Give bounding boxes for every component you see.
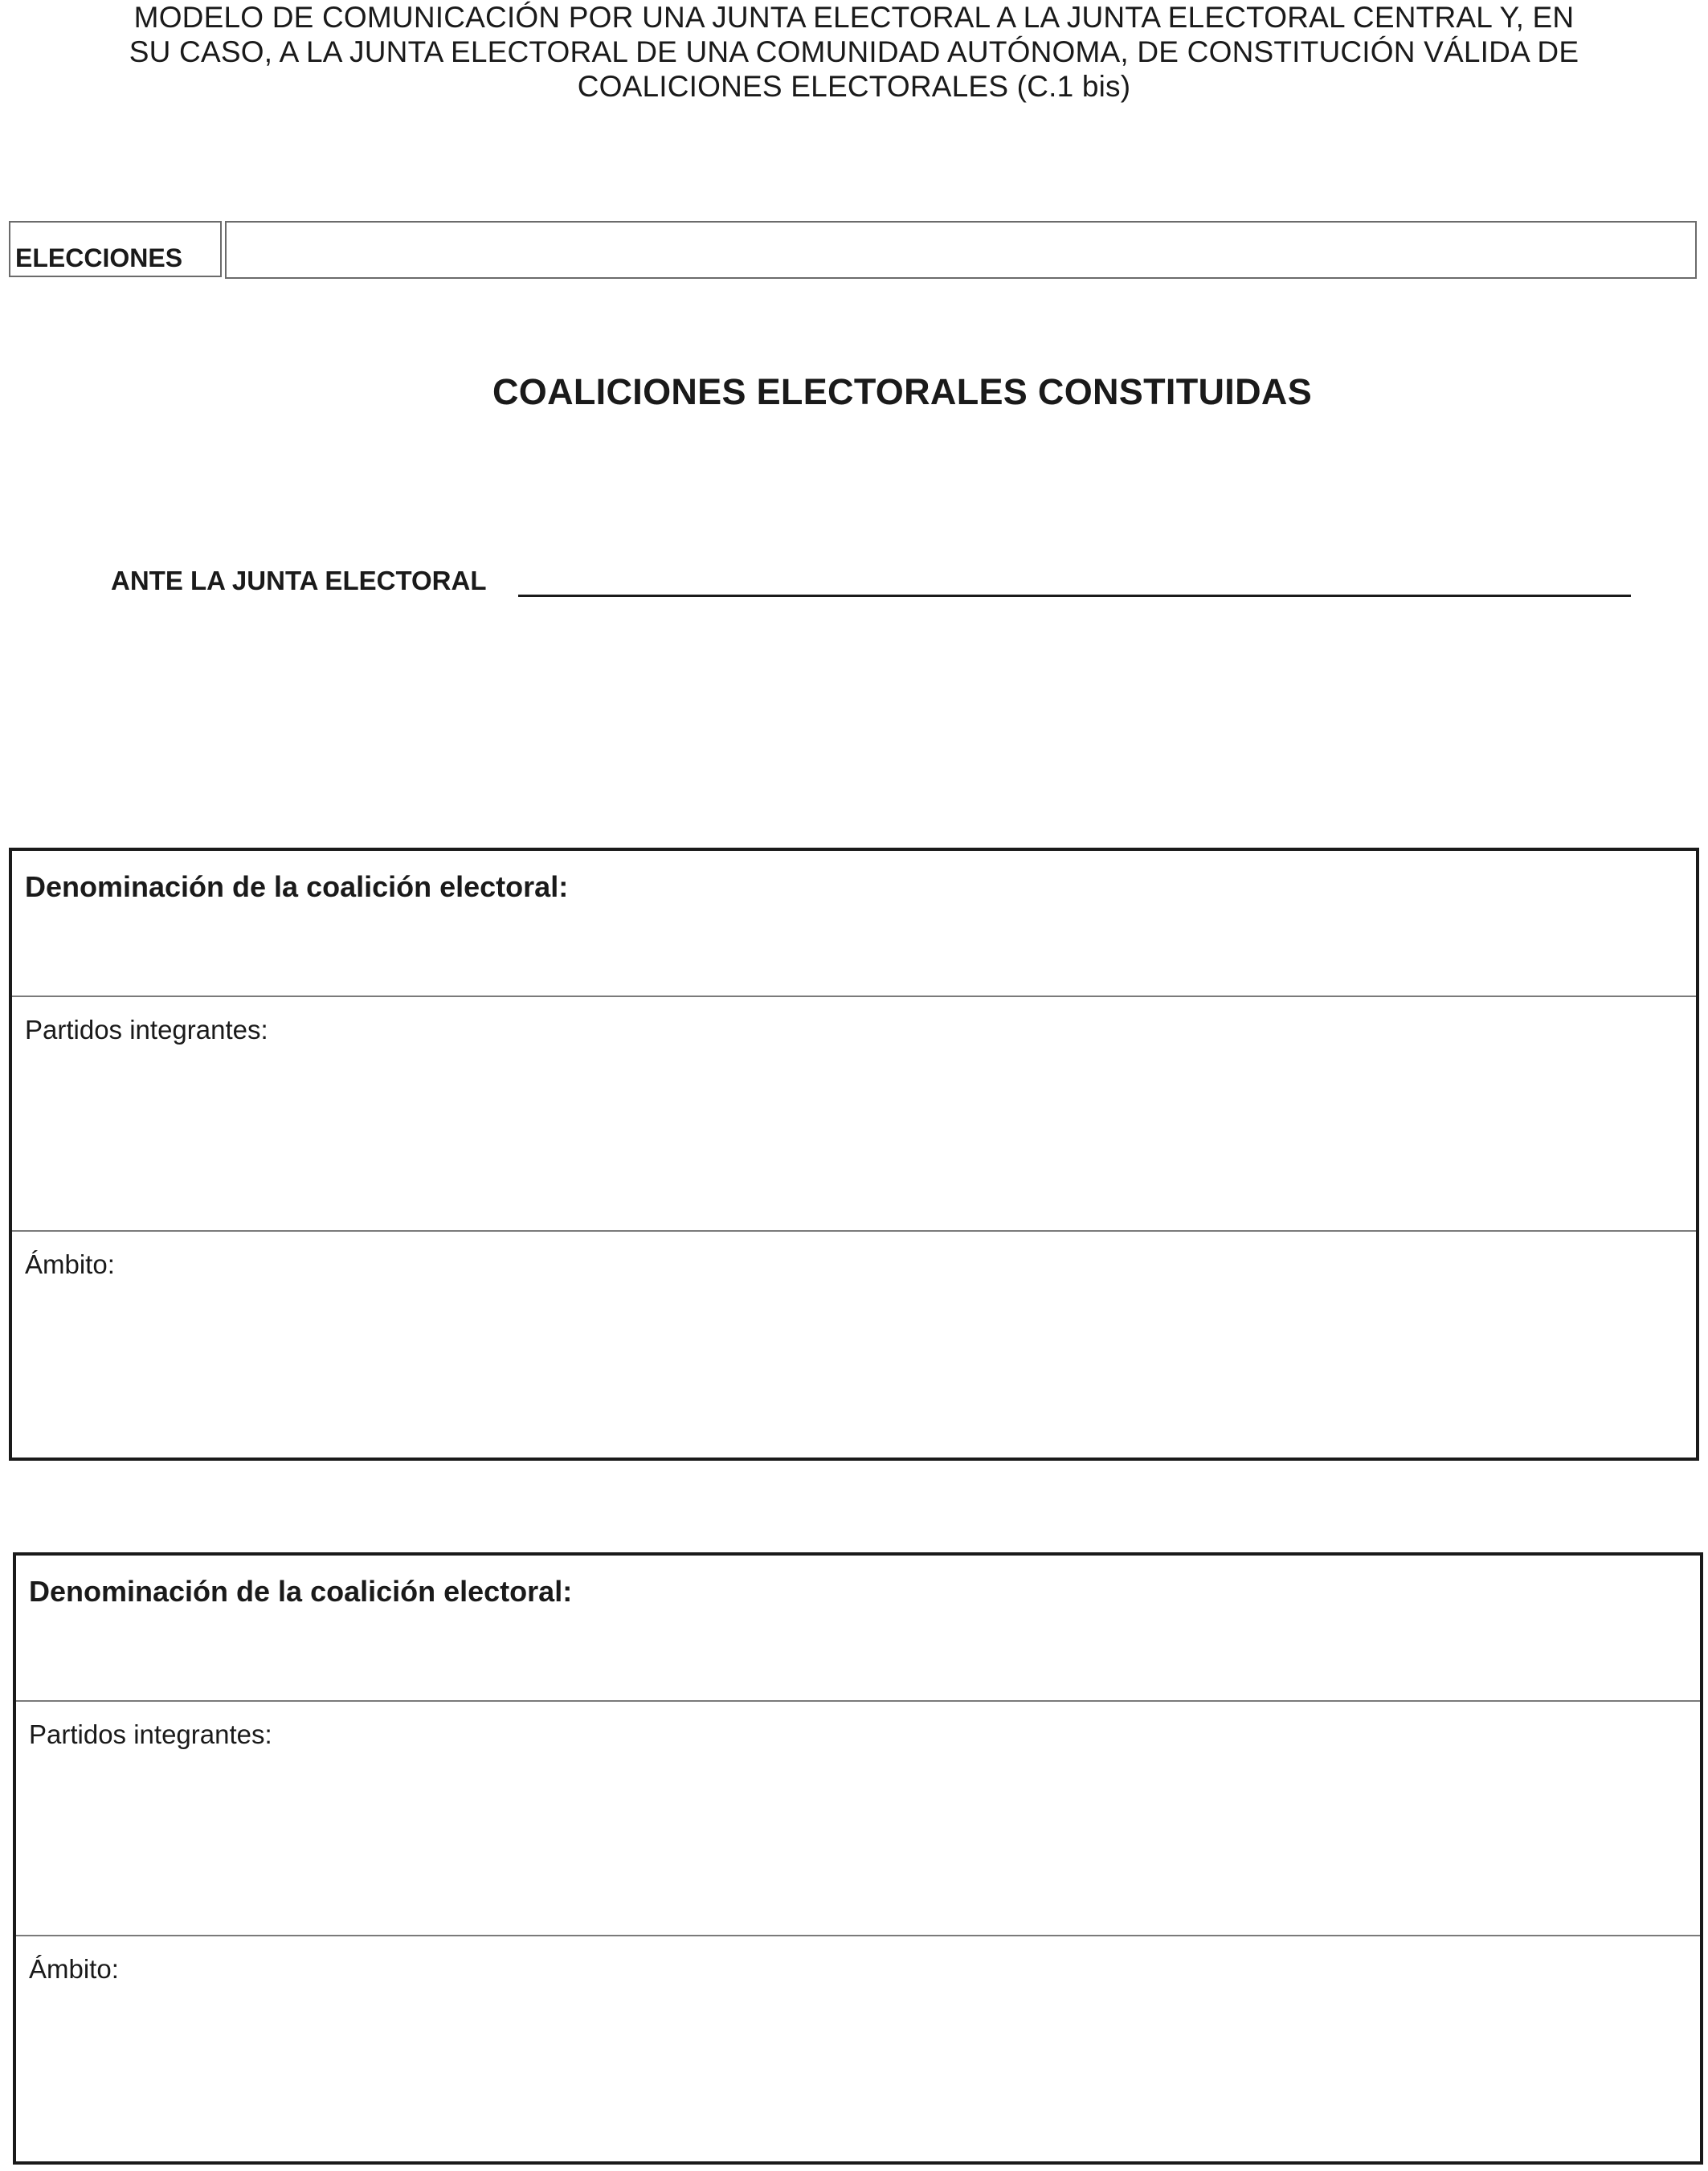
coalition-scope-field[interactable]: [16, 1935, 1700, 2161]
coalition-parties-field[interactable]: [12, 996, 1696, 1230]
coalition-parties-label: Partidos integrantes:: [29, 1719, 272, 1749]
coalition-parties-label: Partidos integrantes:: [25, 1015, 268, 1045]
ante-junta-label: ANTE LA JUNTA ELECTORAL: [111, 566, 487, 595]
coalition-box-1: [9, 848, 1699, 1461]
section-title: COALICIONES ELECTORALES CONSTITUIDAS: [492, 371, 1313, 412]
elecciones-row: [9, 221, 1697, 279]
coalition-scope-field[interactable]: [12, 1230, 1696, 1458]
coalition-name-label: Denominación de la coalición electoral:: [25, 870, 569, 903]
coalition-parties-field[interactable]: [16, 1700, 1700, 1935]
form-title: [48, 0, 1660, 104]
form-title-line: COALICIONES ELECTORALES (C.1 bis): [577, 70, 1131, 103]
ante-junta-field[interactable]: [518, 595, 1631, 597]
coalition-scope-label: Ámbito:: [25, 1249, 115, 1279]
coalition-name-label: Denominación de la coalición electoral:: [29, 1575, 573, 1608]
coalition-box-2: [13, 1552, 1703, 2165]
ante-junta-row: [111, 562, 1631, 603]
coalition-name-field[interactable]: [12, 851, 1696, 996]
elecciones-field[interactable]: [225, 221, 1697, 279]
coalition-name-field[interactable]: [16, 1556, 1700, 1700]
coalition-scope-label: Ámbito:: [29, 1954, 119, 1984]
elecciones-label-cell: [9, 221, 222, 277]
form-title-line: MODELO DE COMUNICACIÓN POR UNA JUNTA ELECTORAL A LA JUNTA ELECTORAL CENTRAL Y, EN: [133, 1, 1575, 34]
elecciones-label: ELECCIONES: [15, 243, 183, 272]
form-title-line: SU CASO, A LA JUNTA ELECTORAL DE UNA COMUNIDAD AUTÓNOMA, DE CONSTITUCIÓN VÁLIDA DE: [129, 35, 1579, 68]
